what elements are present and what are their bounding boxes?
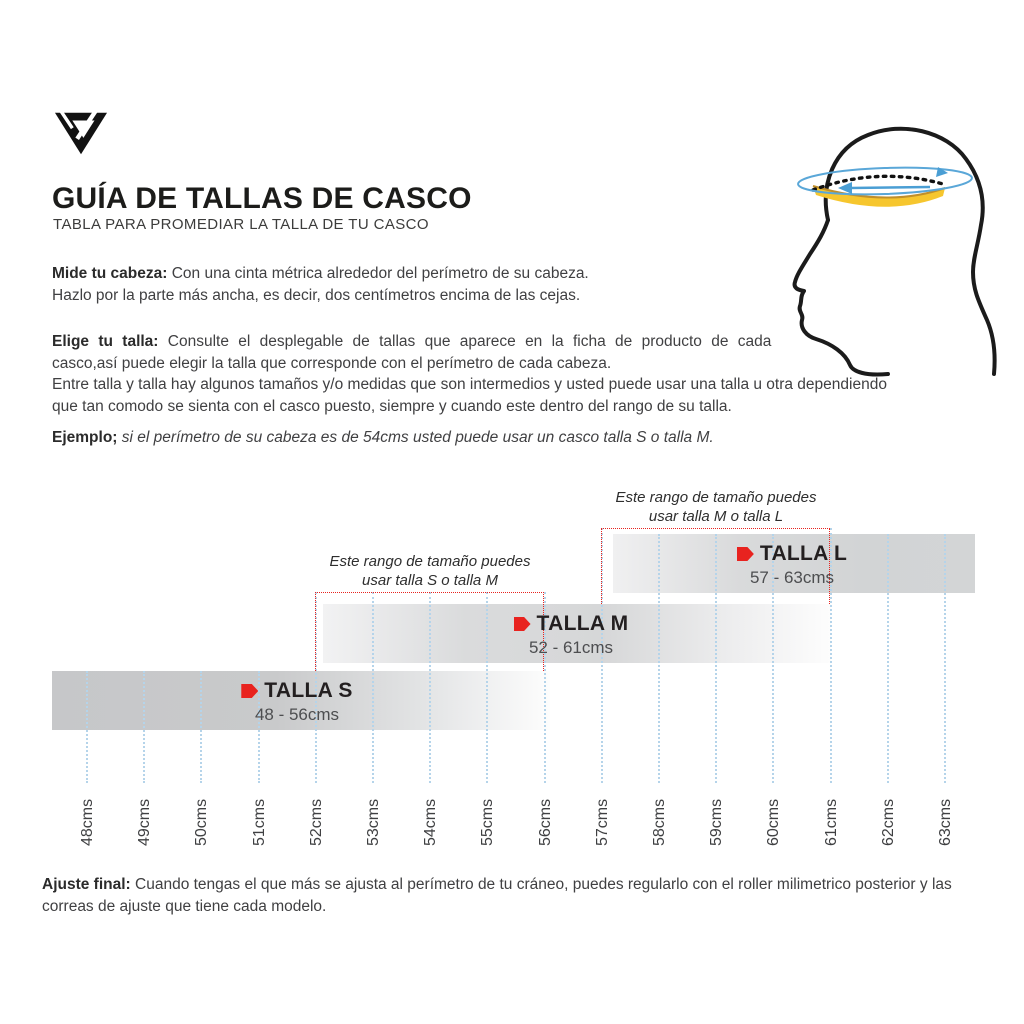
axis-tick-48: 48cms — [79, 798, 96, 846]
measure-line1: Con una cinta métrica alrededor del perímetro de su cabeza. — [171, 265, 589, 282]
red-tag-icon — [737, 547, 754, 561]
paragraph-final-adjust — [42, 874, 1002, 918]
band-name-s: TALLA S — [264, 679, 353, 702]
annotation-s-m-line2: usar talla S o talla M — [362, 572, 498, 589]
axis-tick-51: 51cms — [251, 798, 268, 846]
choose-lead: Elige tu talla: — [52, 333, 159, 350]
gridline-49 — [143, 671, 145, 783]
page-title: GUÍA DE TALLAS DE CASCO — [52, 182, 472, 215]
axis-tick-54: 54cms — [422, 798, 439, 846]
band-range-s: 48 - 56cms — [254, 705, 340, 724]
red-tag-icon — [241, 684, 258, 698]
measure-lead: Mide tu cabeza: — [52, 265, 168, 282]
band-name-m: TALLA M — [536, 612, 629, 635]
choose-line4: que tan comodo se sienta con el casco puesto, siempre y cuando este dentro del rango de su talla. — [52, 397, 732, 415]
gridline-50 — [200, 671, 202, 783]
example-lead: Ejemplo; — [52, 429, 118, 446]
axis-tick-53: 53cms — [365, 798, 382, 846]
annotation-s-m-line1: Este rango de tamaño puedes — [329, 553, 531, 570]
brand-logo-icon — [52, 106, 110, 160]
footer-line1: Cuando tengas el que más se ajusta al perímetro de tu cráneo, puedes regularlo con el roller milimetrico posterior y las — [135, 876, 952, 893]
band-range-m: 52 - 61cms — [528, 638, 614, 657]
axis-tick-61: 61cms — [823, 798, 840, 846]
paragraph-example — [52, 427, 852, 449]
axis-tick-50: 50cms — [193, 798, 210, 846]
paragraph-measure-head — [52, 263, 752, 306]
paragraph-choose-size — [52, 331, 1002, 417]
example-text: si el perímetro de su cabeza es de 54cms usted puede usar un casco talla S o talla M. — [121, 429, 714, 446]
gridline-62 — [887, 534, 889, 783]
choose-line3: Entre talla y talla hay algunos tamaños y/o medidas que son intermedios y usted puede usar una talla u otra dependiendo — [52, 376, 887, 393]
axis-tick-55: 55cms — [479, 798, 496, 846]
band-label-s — [212, 679, 382, 725]
band-label-l — [707, 542, 877, 588]
measure-line2: Hazlo por la parte más ancha, es decir, dos centímetros encima de las cejas. — [52, 286, 581, 304]
axis-tick-59: 59cms — [708, 798, 725, 846]
annotation-m-l-line2: usar talla M o talla L — [648, 508, 784, 525]
axis-tick-56: 56cms — [537, 798, 554, 846]
gridline-63 — [944, 534, 946, 783]
axis-tick-52: 52cms — [308, 798, 325, 846]
gridline-48 — [86, 671, 88, 783]
axis-tick-49: 49cms — [136, 798, 153, 846]
annotation-s-m — [280, 552, 580, 590]
band-label-m — [486, 612, 656, 658]
axis-tick-63: 63cms — [937, 798, 954, 846]
page-subtitle: TABLA PARA PROMEDIAR LA TALLA DE TU CASCO — [53, 216, 429, 233]
axis-tick-58: 58cms — [651, 798, 668, 846]
red-tag-icon — [514, 617, 531, 631]
annotation-m-l-line1: Este rango de tamaño puedes — [615, 489, 817, 506]
footer-line2: correas de ajuste que tiene cada modelo. — [42, 898, 327, 915]
axis-tick-60: 60cms — [765, 798, 782, 846]
choose-line1: Consulte el desplegable de tallas que aparece en la ficha de producto de cada — [167, 333, 772, 350]
footer-lead: Ajuste final: — [42, 876, 131, 893]
axis-tick-62: 62cms — [880, 798, 897, 846]
annotation-m-l — [566, 488, 866, 526]
axis-tick-57: 57cms — [594, 798, 611, 846]
band-name-l: TALLA L — [759, 542, 848, 565]
band-range-l: 57 - 63cms — [749, 568, 835, 587]
choose-line2: casco,así puede elegir la talla que corresponde con el perímetro de cada cabeza. — [52, 354, 612, 372]
